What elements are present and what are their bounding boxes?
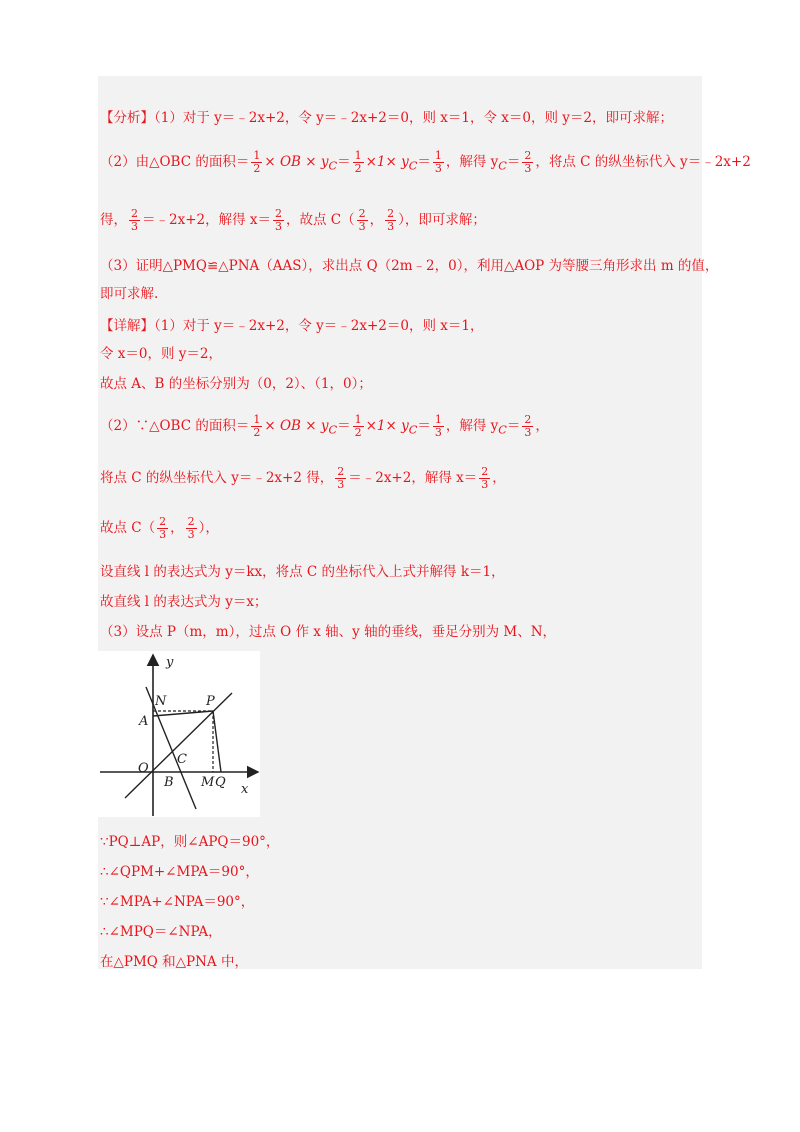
label-q: Q — [215, 775, 226, 790]
detail-line-2: 令 x＝0，则 y＝2， — [100, 346, 223, 362]
detail-line-14: 在△PMQ 和△PNA 中， — [100, 954, 248, 970]
fraction: $\frac{2}{3}$ — [358, 207, 366, 233]
fraction: $\frac{2}{3}$ — [187, 515, 195, 541]
detail-line-1: 【详解】（1）对于 y＝﹣2x+2，令 y＝﹣2x+2＝0，则 x＝1， — [100, 318, 484, 334]
analysis-line-1: 【分析】（1）对于 y＝﹣2x+2，令 y＝﹣2x+2＝0，则 x＝1，令 x＝0，则 y＝2，即可求解； — [100, 110, 673, 126]
detail-line-13: ∴∠MPQ＝∠NPA， — [100, 924, 222, 940]
detail-line-12: ∵∠MPA+∠NPA＝90°， — [100, 894, 255, 910]
fraction: $\frac{2}{3}$ — [524, 413, 532, 439]
segment-pq — [213, 711, 221, 772]
detail-line-4: （2）∵△OBC 的面积＝ $\frac{1}{2}$ × OB × $y_C=$ $\frac{1}{2}$ $\times 1\times y_C=$ $\frac{1}{3}$ ，解得 $y_C=$ $\frac{2}{3}$ ， — [100, 413, 549, 439]
fraction: $\frac{2}{3}$ — [159, 515, 167, 541]
label-c: C — [177, 752, 187, 767]
label-y: y — [166, 655, 174, 670]
label-b: B — [164, 775, 174, 790]
detail-line-10: ∵PQ⊥AP，则∠APQ＝90°， — [100, 834, 280, 850]
detail-line-9: （3）设点 P（m，m），过点 O 作 x 轴、y 轴的垂线，垂足分别为 M、N， — [100, 624, 557, 640]
detail-line-6: 故点 C（ $\frac{2}{3}$ ， $\frac{2}{3}$ ）， — [100, 515, 219, 541]
label-m: M — [201, 775, 215, 790]
fraction: $\frac{1}{2}$ — [253, 413, 261, 439]
fraction: $\frac{1}{3}$ — [434, 413, 442, 439]
detail-line-3: 故点 A、B 的坐标分别为（0，2）、（1，0）； — [100, 376, 372, 392]
detail-line-5: 将点 C 的纵坐标代入 y＝﹣2x+2 得， $\frac{2}{3}$ ＝﹣2x+2，解得 x＝ $\frac{2}{3}$ ， — [100, 465, 506, 491]
fraction: $\frac{2}{3}$ — [275, 207, 283, 233]
detail-line-8: 故直线 l 的表达式为 y＝x； — [100, 594, 268, 610]
analysis-line-5: 即可求解. — [100, 286, 159, 302]
fraction: $\frac{1}{2}$ — [354, 149, 362, 175]
label-o: O — [138, 761, 149, 776]
fraction: $\frac{2}{3}$ — [131, 207, 138, 233]
analysis-line-3: 得， $\frac{2}{3}$ ＝﹣2x+2，解得 x＝ $\frac{2}{3}$ ，故点 C（ $\frac{2}{3}$ ， $\frac{2}{3}$ ），即可求解； — [100, 207, 486, 233]
label-n: N — [155, 694, 167, 709]
fraction: $\frac{2}{3}$ — [387, 207, 395, 233]
detail-line-11: ∴∠QPM+∠MPA＝90°， — [100, 864, 259, 880]
geometry-figure — [98, 651, 260, 817]
fraction: $\frac{2}{3}$ — [481, 465, 489, 491]
fraction: $\frac{1}{2}$ — [253, 149, 261, 175]
detail-line-7: 设直线 l 的表达式为 y＝kx，将点 C 的坐标代入上式并解得 k＝1， — [100, 564, 505, 580]
label-p: P — [206, 694, 215, 709]
analysis-line-4: （3）证明△PMQ≌△PNA（AAS），求出点 Q（2m﹣2，0），利用△AOP 为等腰三角形求出 m 的值， — [100, 258, 719, 274]
label-a: A — [139, 714, 149, 729]
segment-ap — [153, 711, 213, 716]
coordinate-diagram — [98, 651, 260, 817]
analysis-line-2: （2）由△OBC 的面积＝ $\frac{1}{2}$ × OB × $y_C=$ $\frac{1}{2}$ $\times 1\times y_C=$ $\frac{1}{3}$ ，解得 $y_C=$ $\frac{2}{3}$ ，将点 C 的纵坐标代入 y＝﹣2x+2 — [100, 149, 751, 175]
fraction: $\frac{1}{2}$ — [354, 413, 362, 439]
fraction: $\frac{2}{3}$ — [524, 149, 532, 175]
fraction: $\frac{2}{3}$ — [337, 465, 345, 491]
label-x: x — [241, 782, 249, 797]
fraction: $\frac{1}{3}$ — [434, 149, 442, 175]
